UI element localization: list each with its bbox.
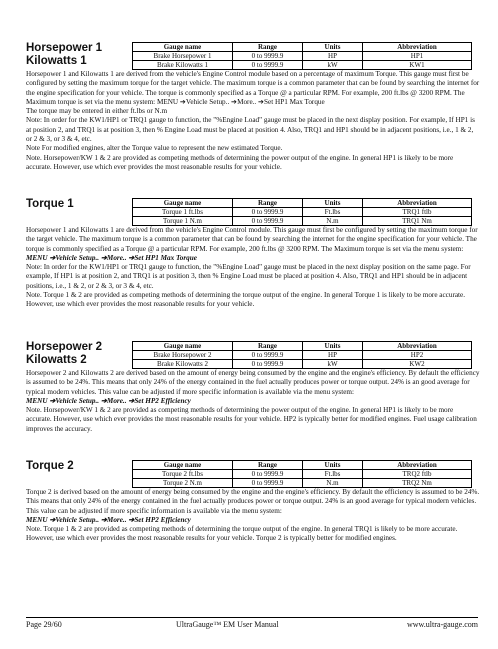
table-row xyxy=(133,479,472,488)
table-cell: Brake Kilowatts 1 xyxy=(133,61,233,70)
table-cell: HP1 xyxy=(363,52,472,61)
table-cell: 0 to 9999.9 xyxy=(233,470,303,479)
heading-line-1: Horsepower 1 xyxy=(26,42,103,54)
section-body xyxy=(26,70,480,172)
table-cell: Torque 2 N.m xyxy=(133,479,233,488)
website-url: www.ultra-gauge.com xyxy=(406,620,478,629)
header-cell: Range xyxy=(233,43,303,52)
header-cell: Gauge name xyxy=(133,43,233,52)
table-cell: TRQ1 ftlb xyxy=(363,208,472,217)
table-cell: Ft.lbs xyxy=(303,470,363,479)
header-cell: Units xyxy=(303,43,363,52)
table-cell: HP xyxy=(303,351,363,360)
paragraph: Horsepower 2 and Kilowatts 2 are derived based on the amount of energy being consumed by the engine and the engine's efficiency. By default the efficiency is assumed to be 24%. This means that only 24% of the energy contained in the fuel actually produces power or torque output. 24% is an good average for typical modern vehicles. This value can be adjusted if more specific information is available via the menu system: xyxy=(26,369,480,396)
paragraph: Horsepower 1 and Kilowatts 1 are derived from the vehicle's Engine Control module based on a percentage of maximum Torque. This gauge must first be configured by setting the maximum torque for the target vehicle. The maximum torque is a common parameter that can be found by searching the internet for the engine specification for your vehicle. The torque is commonly specified as a Torque @ a particular RPM. For example, 200 ft.lbs @ 3200 RPM. The Maximum torque is set via the menu system: MENU ➔Vehicle Setup.. ➔More.. ➔Set HP1 Max Torque xyxy=(26,70,480,106)
table-row xyxy=(133,470,472,479)
heading-line-1: Horsepower 2 xyxy=(26,341,103,353)
gauge-table xyxy=(132,198,472,226)
table-cell: kW xyxy=(303,61,363,70)
paragraph: Note. Torque 1 & 2 are provided as competing methods of determining the torque output of the engine. In general TRQ1 is likely to be more accurate. However, use which ever provides the most reasonable results for your vehicle. Torque 2 is typically better for modified engines. xyxy=(26,525,458,543)
section-heading: Torque 2 xyxy=(26,460,74,472)
section-body xyxy=(26,369,480,434)
table-cell: Torque 1 ft.lbs xyxy=(133,208,233,217)
section-heading xyxy=(26,341,126,367)
table-cell: N.m xyxy=(303,479,363,488)
table-header-row xyxy=(133,461,472,470)
table-header-row xyxy=(133,199,472,208)
header-cell: Range xyxy=(233,199,303,208)
paragraph: Note. Horsepower/KW 1 & 2 are provided as competing methods of determining the power output of the engine. In general HP1 is likely to be more accurate. However, use which ever provides the most reasonable results for your vehicle. xyxy=(26,153,454,171)
table-row xyxy=(133,360,472,369)
paragraph: Torque 2 is derived based on the amount of energy being consumed by the engine and the engine's efficiency. By default the efficiency is assumed to be 24%. This means that only 24% of the energy contained in the fuel actually produces power or torque output. 24% is an good average for typical modern vehicles. This value can be adjusted if more specific information is available via the menu system: xyxy=(26,488,480,515)
table-cell: KW1 xyxy=(363,61,472,70)
section-body xyxy=(26,226,480,310)
paragraph: Note. Horsepower/KW 1 & 2 are provided as competing methods of determining the power output of the engine. In general HP1 is likely to be more accurate. However, use which ever provides the most reasonable results for your vehicle. HP2 is typically better for modified engines. Fuel usage calibration improves the accuracy. xyxy=(26,406,477,433)
paragraph: The torque may be entered in either ft.lbs or N.m xyxy=(26,107,168,116)
table-cell: N.m xyxy=(303,217,363,226)
table-cell: 0 to 9999.9 xyxy=(233,208,303,217)
table-cell: Brake Horsepower 1 xyxy=(133,52,233,61)
table-cell: Brake Kilowatts 2 xyxy=(133,360,233,369)
table-cell: 0 to 9999.9 xyxy=(233,479,303,488)
table-row xyxy=(133,52,472,61)
table-header-row xyxy=(133,43,472,52)
header-cell: Abbreviation xyxy=(363,342,472,351)
menu-path: MENU ➔Vehicle Setup.. ➔More.. ➔Set HP2 Efficiency xyxy=(26,515,191,524)
header-cell: Units xyxy=(303,199,363,208)
header-cell: Gauge name xyxy=(133,461,233,470)
section-heading xyxy=(26,42,126,68)
table-row xyxy=(133,61,472,70)
table-cell: 0 to 9999.9 xyxy=(233,217,303,226)
page-number: Page 29/60 xyxy=(26,620,62,629)
table-cell: 0 to 9999.9 xyxy=(233,61,303,70)
menu-path: MENU ➔Vehicle Setup.. ➔More.. ➔Set HP1 Max Torque xyxy=(26,253,197,262)
table-cell: TRQ2 ftlb xyxy=(363,470,472,479)
table-cell: TRQ1 Nm xyxy=(363,217,472,226)
table-row xyxy=(133,351,472,360)
table-cell: 0 to 9999.9 xyxy=(233,351,303,360)
gauge-table xyxy=(132,460,472,488)
paragraph: Note For modified engines, alter the Torque value to represent the new estimated Torque. xyxy=(26,144,283,153)
header-cell: Units xyxy=(303,461,363,470)
table-cell: HP2 xyxy=(363,351,472,360)
table-cell: Torque 1 N.m xyxy=(133,217,233,226)
paragraph: Note: In order for the KW1/HP1 or TRQ1 gauge to function, the "%Engine Load" gauge must be placed in the next display position on the same page. For example, If HP1 is at position 2, and TRQ1 is at position 3, then % Engine Load must be placed at position 4. Also, TRQ1 and HP1 should be in adjacent positions, i.e., 1 & 2, or 2 & 3, or 3 & 4, etc. xyxy=(26,263,471,290)
table-cell: 0 to 9999.9 xyxy=(233,52,303,61)
table-cell: kW xyxy=(303,360,363,369)
table-row xyxy=(133,208,472,217)
header-cell: Units xyxy=(303,342,363,351)
header-cell: Gauge name xyxy=(133,342,233,351)
section-heading: Torque 1 xyxy=(26,198,74,210)
table-cell: KW2 xyxy=(363,360,472,369)
gauge-table xyxy=(132,341,472,369)
menu-path: MENU ➔Vehicle Setup.. ➔More.. ➔Set HP2 Efficiency xyxy=(26,396,191,405)
header-cell: Abbreviation xyxy=(363,199,472,208)
table-cell: TRQ2 Nm xyxy=(363,479,472,488)
header-cell: Gauge name xyxy=(133,199,233,208)
paragraph: Note: In order for the KW1/HP1 or TRQ1 gauge to function, the "%Engine Load" gauge must be placed in the next display position. For example, If HP1 is at position 2, and TRQ1 is at position 3, then % Engine Load must be placed at position 4. Also, TRQ1 and HP1 should be in adjacent positions, i.e., 1 & 2, or 2 & 3, or 3 & 4, etc. xyxy=(26,116,475,144)
paragraph: Note. Torque 1 & 2 are provided as competing methods of determining the torque output of the engine. In general Torque 1 is likely to be more accurate. However, use which ever provides the most reasonable results for your vehicle. xyxy=(26,291,466,309)
section-body xyxy=(26,488,480,544)
gauge-table xyxy=(132,42,472,70)
heading-line-2: Kilowatts 2 xyxy=(26,354,87,366)
heading-line-2: Kilowatts 1 xyxy=(26,55,87,67)
table-cell: Torque 2 ft.lbs xyxy=(133,470,233,479)
table-row xyxy=(133,217,472,226)
header-cell: Abbreviation xyxy=(363,43,472,52)
table-header-row xyxy=(133,342,472,351)
table-cell: HP xyxy=(303,52,363,61)
table-cell: Ft.lbs xyxy=(303,208,363,217)
header-cell: Abbreviation xyxy=(363,461,472,470)
table-cell: 0 to 9999.9 xyxy=(233,360,303,369)
table-cell: Brake Horsepower 2 xyxy=(133,351,233,360)
header-cell: Range xyxy=(233,342,303,351)
manual-title: UltraGauge™ EM User Manual xyxy=(176,620,279,629)
header-cell: Range xyxy=(233,461,303,470)
paragraph: Horsepower 1 and Kilowatts 1 are derived from the vehicle's Engine Control module. This gauge must first be configured by setting the maximum torque for the target vehicle. The maximum torque is a common parameter that can be found by searching the internet for the engine specification for your vehicle. The torque is commonly specified as a Torque @ a particular RPM. For example, 200 ft.lbs @ 3200 RPM. The Maximum torque is set via the menu system: xyxy=(26,226,478,253)
page-footer xyxy=(26,617,478,629)
